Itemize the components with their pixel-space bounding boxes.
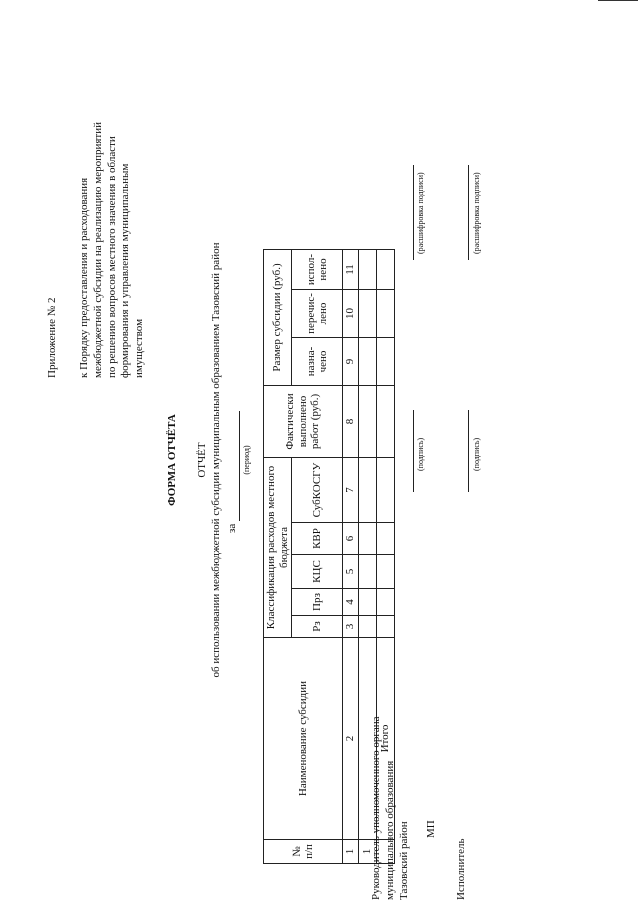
col-number: 5	[343, 555, 359, 589]
total-kvr	[377, 523, 395, 555]
header-assigned: назна-чено	[292, 338, 343, 386]
total-transferred[interactable]	[377, 290, 395, 338]
total-prz	[377, 589, 395, 616]
appendix-line: к Порядку предоставления и расходования	[78, 177, 90, 378]
total-subkosgu	[377, 458, 395, 523]
report-subtitle: об использовании межбюджетной субсидии муниципальным образованием Тазовский район	[210, 242, 222, 678]
total-kcs	[377, 555, 395, 589]
cell-executed[interactable]	[359, 250, 377, 290]
total-assigned[interactable]	[377, 338, 395, 386]
col-number: 9	[343, 338, 359, 386]
header-kcs: КЦС	[292, 555, 343, 589]
appendix-line: межбюджетной субсидии на реализацию мероприятий	[91, 121, 104, 378]
period-field	[226, 411, 240, 533]
header-executed: испол-нено	[292, 250, 343, 290]
head-signature-hint: (подпись)	[416, 437, 425, 471]
appendix-line: имуществом	[133, 318, 145, 378]
col-number: 8	[343, 386, 359, 458]
header-prz: Прз	[292, 589, 343, 616]
cell-assigned[interactable]	[359, 338, 377, 386]
cell-prz[interactable]	[359, 589, 377, 616]
col-number: 11	[343, 250, 359, 290]
period-prefix: за	[226, 523, 238, 533]
appendix-line: формирования и управления муниципальным	[119, 163, 132, 378]
stamp-place: МП	[425, 820, 437, 838]
col-number: 6	[343, 523, 359, 555]
cell-actual[interactable]	[359, 386, 377, 458]
col-number: 3	[343, 616, 359, 638]
header-name: Наименование субсидии	[264, 638, 343, 840]
column-number-row	[343, 250, 359, 864]
cell-rz[interactable]	[359, 616, 377, 638]
header-actual: Фактически выполнено работ (руб.)	[264, 386, 343, 458]
cell-kvr[interactable]	[359, 523, 377, 555]
total-actual[interactable]	[377, 386, 395, 458]
appendix-line: по решению вопросов местного значения в области	[105, 136, 118, 378]
head-decode-hint: (расшифровка подписи)	[416, 172, 425, 254]
period-blank[interactable]	[229, 411, 240, 521]
col-number: 1	[343, 840, 359, 864]
rotated-page	[0, 20, 620, 900]
executor-signature-hint: (подпись)	[472, 437, 481, 471]
total-label: Итого	[377, 638, 395, 840]
top-edge-line	[598, 0, 638, 1]
col-number: 10	[343, 290, 359, 338]
executor-label: Исполнитель	[455, 838, 467, 900]
col-number: 2	[343, 638, 359, 840]
header-classification: Классификация расходов местного бюджета	[264, 458, 292, 638]
executor-decode-hint: (расшифровка подписи)	[472, 172, 481, 254]
header-kvr: КВР	[292, 523, 343, 555]
col-number: 4	[343, 589, 359, 616]
total-rz	[377, 616, 395, 638]
head-label: Руководитель уполномоченного органа муниципального образования Тазовский район	[370, 716, 410, 900]
period-hint: (период)	[242, 445, 251, 475]
report-title: ОТЧЁТ	[196, 442, 208, 478]
row-num: 1	[359, 840, 377, 864]
appendix-description	[78, 58, 147, 378]
header-subkosgu: СубКОСГУ	[292, 458, 343, 523]
header-transferred: перечис-лено	[292, 290, 343, 338]
col-number: 7	[343, 458, 359, 523]
header-num: № п/п	[264, 840, 343, 864]
table-header-row	[264, 250, 292, 864]
head-decode-line[interactable]	[413, 165, 414, 260]
header-rz: Рз	[292, 616, 343, 638]
total-executed[interactable]	[377, 250, 395, 290]
executor-signature-line[interactable]	[468, 410, 469, 492]
cell-kcs[interactable]	[359, 555, 377, 589]
form-title: ФОРМА ОТЧЁТА	[166, 414, 178, 506]
cell-transferred[interactable]	[359, 290, 377, 338]
appendix-title: Приложение № 2	[46, 297, 58, 378]
executor-decode-line[interactable]	[468, 165, 469, 260]
cell-subkosgu[interactable]	[359, 458, 377, 523]
head-signature-line[interactable]	[413, 410, 414, 492]
header-subsidy-size: Размер субсидии (руб.)	[264, 250, 292, 386]
